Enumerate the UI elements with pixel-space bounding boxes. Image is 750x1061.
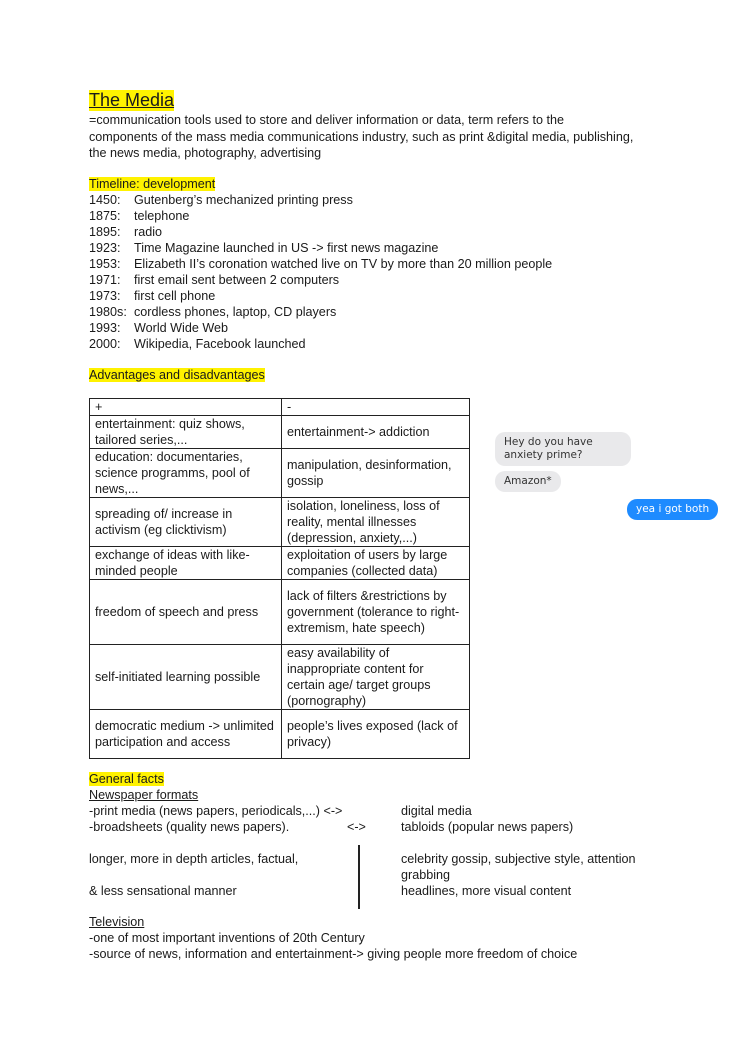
advantage-cell: self-initiated learning possible bbox=[90, 645, 282, 710]
disadvantage-cell: easy availability of inappropriate content for certain age/ target groups (pornography) bbox=[282, 645, 470, 710]
timeline-year: 1993: bbox=[89, 321, 121, 335]
plus-header: + bbox=[90, 399, 282, 416]
timeline-event: cordless phones, laptop, CD players bbox=[134, 305, 337, 319]
advantage-cell: education: documentaries, science programms, pool of news,... bbox=[90, 449, 282, 498]
timeline-entry bbox=[89, 208, 552, 224]
tabloid-features-text: celebrity gossip, subjective style, attention grabbing bbox=[401, 852, 636, 882]
television-fact: -one of most important inventions of 20th Century bbox=[89, 931, 365, 945]
timeline-entry bbox=[89, 224, 552, 240]
broadsheet-manner-text: & less sensational manner bbox=[89, 884, 237, 898]
comparison-arrow: <-> bbox=[347, 820, 366, 834]
tabloid-headlines-text: headlines, more visual content bbox=[401, 884, 572, 898]
timeline-year: 1450: bbox=[89, 193, 121, 207]
tabloids-text: tabloids (popular news papers) bbox=[401, 820, 574, 834]
timeline-year: 1971: bbox=[89, 273, 121, 287]
timeline-year: 1895: bbox=[89, 225, 121, 239]
advantages-heading: Advantages and disadvantages bbox=[89, 368, 265, 382]
timeline-entry bbox=[89, 336, 552, 352]
television-fact: -source of news, information and entertainment-> giving people more freedom of choice bbox=[89, 947, 578, 961]
disadvantage-cell: exploitation of users by large companies (collected data) bbox=[282, 547, 470, 580]
disadvantage-cell: manipulation, desinformation, gossip bbox=[282, 449, 470, 498]
timeline-year: 1973: bbox=[89, 289, 121, 303]
timeline-heading: Timeline: development bbox=[89, 177, 216, 191]
table-header-row bbox=[90, 399, 470, 416]
timeline-entry bbox=[89, 288, 552, 304]
timeline-event: telephone bbox=[134, 209, 190, 223]
advantage-cell: entertainment: quiz shows, tailored series,... bbox=[90, 416, 282, 449]
minus-header: - bbox=[282, 399, 470, 416]
table-row bbox=[90, 645, 470, 710]
table-row bbox=[90, 710, 470, 759]
chat-message-sent: yea i got both bbox=[627, 499, 718, 520]
print-media-text: -print media (news papers, periodicals,...) <-> bbox=[89, 804, 343, 818]
disadvantage-cell: lack of filters &restrictions by government (tolerance to right-extremism, hate speech) bbox=[282, 580, 470, 645]
disadvantage-cell: isolation, loneliness, loss of reality, mental illnesses (depression, anxiety,...) bbox=[282, 498, 470, 547]
advantage-cell: spreading of/ increase in activism (eg clicktivism) bbox=[90, 498, 282, 547]
timeline-entry bbox=[89, 240, 552, 256]
timeline-entry bbox=[89, 320, 552, 336]
general-facts-heading: General facts bbox=[89, 772, 164, 786]
timeline-entry bbox=[89, 192, 552, 208]
broadsheet-features-text: longer, more in depth articles, factual, bbox=[89, 852, 299, 866]
advantage-cell: democratic medium -> unlimited participation and access bbox=[90, 710, 282, 759]
timeline-year: 1875: bbox=[89, 209, 121, 223]
disadvantage-cell: people’s lives exposed (lack of privacy) bbox=[282, 710, 470, 759]
timeline-event: World Wide Web bbox=[134, 321, 229, 335]
advantage-cell: exchange of ideas with like-minded people bbox=[90, 547, 282, 580]
chat-message-received: Amazon* bbox=[495, 471, 561, 492]
table-row bbox=[90, 498, 470, 547]
timeline-entry bbox=[89, 304, 552, 320]
chat-message-received: Hey do you have anxiety prime? bbox=[495, 432, 631, 466]
television-heading: Television bbox=[89, 915, 145, 929]
advantages-table bbox=[89, 398, 470, 759]
timeline-year: 1953: bbox=[89, 257, 121, 271]
timeline-year: 1923: bbox=[89, 241, 121, 255]
digital-media-text: digital media bbox=[401, 804, 472, 818]
table-row bbox=[90, 449, 470, 498]
table-row bbox=[90, 547, 470, 580]
definition-text: =communication tools used to store and deliver information or data, term refers to the components of the mass media communications industry, such as print &digital media, publishing, the news media, photography, advertising bbox=[89, 113, 634, 160]
table-row bbox=[90, 416, 470, 449]
disadvantage-cell: entertainment-> addiction bbox=[282, 416, 470, 449]
timeline-event: Elizabeth II’s coronation watched live on TV by more than 20 million people bbox=[134, 257, 553, 271]
timeline-event: Gutenberg’s mechanized printing press bbox=[134, 193, 353, 207]
timeline-entry bbox=[89, 272, 552, 288]
timeline-year: 2000: bbox=[89, 337, 121, 351]
page-title: The Media bbox=[89, 90, 175, 110]
timeline-entry bbox=[89, 256, 552, 272]
newspaper-formats-heading: Newspaper formats bbox=[89, 788, 199, 802]
broadsheets-text: -broadsheets (quality news papers). bbox=[89, 820, 290, 834]
advantage-cell: freedom of speech and press bbox=[90, 580, 282, 645]
timeline-event: radio bbox=[134, 225, 163, 239]
timeline-event: Time Magazine launched in US -> first news magazine bbox=[134, 241, 439, 255]
timeline-event: first cell phone bbox=[134, 289, 216, 303]
column-divider bbox=[358, 845, 360, 909]
timeline-list bbox=[89, 192, 552, 352]
timeline-event: Wikipedia, Facebook launched bbox=[134, 337, 306, 351]
timeline-year: 1980s: bbox=[89, 305, 127, 319]
timeline-event: first email sent between 2 computers bbox=[134, 273, 340, 287]
table-row bbox=[90, 580, 470, 645]
